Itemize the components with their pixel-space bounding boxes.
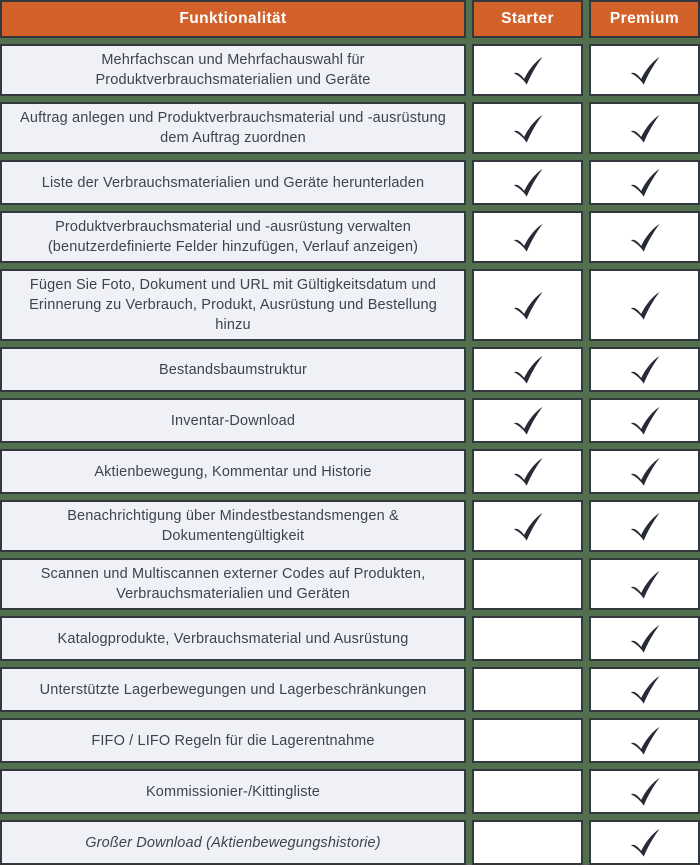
feature-label: Aktienbewegung, Kommentar und Historie <box>94 463 372 480</box>
feature-label: Inventar-Download <box>170 412 296 429</box>
check-icon <box>628 674 662 705</box>
check-icon <box>628 569 662 600</box>
check-icon <box>511 511 545 542</box>
column-header-starter: Starter <box>472 0 583 38</box>
premium-cell <box>589 718 700 763</box>
check-icon <box>628 623 662 654</box>
table-row <box>0 398 700 443</box>
feature-label: Großer Download (Aktienbewegungshistorie) <box>85 834 381 851</box>
check-icon <box>628 354 662 385</box>
starter-cell <box>472 398 583 443</box>
premium-cell <box>589 211 700 263</box>
feature-cell <box>0 500 466 552</box>
feature-cell <box>0 160 466 205</box>
feature-label: Liste der Verbrauchsmaterialien und Geräte herunterladen <box>41 174 425 191</box>
feature-label: Scannen und Multiscannen externer Codes auf Produkten, Verbrauchsmaterialien und Geräten <box>40 566 426 602</box>
feature-cell <box>0 718 466 763</box>
premium-cell <box>589 347 700 392</box>
column-header-funktionalitaet: Funktionalität <box>0 0 466 38</box>
table-row <box>0 44 700 96</box>
feature-cell <box>0 558 466 610</box>
feature-cell <box>0 769 466 814</box>
check-icon <box>628 776 662 807</box>
table-row <box>0 616 700 661</box>
premium-cell <box>589 269 700 341</box>
starter-cell <box>472 44 583 96</box>
premium-cell <box>589 44 700 96</box>
feature-label: Benachrichtigung über Mindestbestandsmengen & Dokumentengültigkeit <box>67 508 399 544</box>
starter-cell <box>472 347 583 392</box>
table-row <box>0 102 700 154</box>
feature-label: Kommissionier-/Kittingliste <box>145 783 321 800</box>
feature-cell <box>0 211 466 263</box>
check-icon <box>628 55 662 86</box>
table-row <box>0 347 700 392</box>
table-row <box>0 820 700 865</box>
starter-cell <box>472 449 583 494</box>
table-row <box>0 211 700 263</box>
starter-cell <box>472 160 583 205</box>
table-row <box>0 269 700 341</box>
check-icon <box>628 222 662 253</box>
starter-cell <box>472 500 583 552</box>
check-icon <box>511 113 545 144</box>
feature-label: Unterstützte Lagerbewegungen und Lagerbeschränkungen <box>39 681 427 698</box>
check-icon <box>511 456 545 487</box>
feature-cell <box>0 820 466 865</box>
premium-cell <box>589 616 700 661</box>
feature-label: Bestandsbaumstruktur <box>158 361 308 378</box>
check-icon <box>511 405 545 436</box>
table-row <box>0 558 700 610</box>
starter-cell <box>472 269 583 341</box>
premium-cell <box>589 398 700 443</box>
check-icon <box>628 113 662 144</box>
check-icon <box>628 290 662 321</box>
premium-cell <box>589 667 700 712</box>
premium-cell <box>589 558 700 610</box>
check-icon <box>511 222 545 253</box>
table-row <box>0 667 700 712</box>
feature-label: Auftrag anlegen und Produktverbrauchsmaterial und -ausrüstung dem Auftrag zuordnen <box>20 110 446 146</box>
check-icon <box>511 167 545 198</box>
check-icon <box>628 456 662 487</box>
premium-cell <box>589 500 700 552</box>
table-row <box>0 500 700 552</box>
check-icon <box>628 827 662 858</box>
table-row <box>0 718 700 763</box>
check-icon <box>511 290 545 321</box>
premium-cell <box>589 160 700 205</box>
starter-cell <box>472 102 583 154</box>
starter-cell <box>472 558 583 610</box>
check-icon <box>511 354 545 385</box>
premium-cell <box>589 102 700 154</box>
table-header-row <box>0 0 700 38</box>
column-header-premium: Premium <box>589 0 700 38</box>
feature-cell <box>0 102 466 154</box>
premium-cell <box>589 820 700 865</box>
starter-cell <box>472 769 583 814</box>
feature-label: Katalogprodukte, Verbrauchsmaterial und Ausrüstung <box>57 630 409 647</box>
starter-cell <box>472 211 583 263</box>
feature-cell <box>0 44 466 96</box>
starter-cell <box>472 667 583 712</box>
table-row <box>0 769 700 814</box>
check-icon <box>628 511 662 542</box>
table-row <box>0 449 700 494</box>
starter-cell <box>472 718 583 763</box>
premium-cell <box>589 449 700 494</box>
check-icon <box>628 725 662 756</box>
table-row <box>0 160 700 205</box>
feature-label: Fügen Sie Foto, Dokument und URL mit Gültigkeitsdatum und Erinnerung zu Verbrauch, Produkt, Ausrüstung und Bestellung hinzu <box>29 277 437 333</box>
premium-cell <box>589 769 700 814</box>
feature-label: Produktverbrauchsmaterial und -ausrüstung verwalten (benutzerdefinierte Felder hinzufügen, Verlauf anzeigen) <box>47 219 419 255</box>
feature-label: FIFO / LIFO Regeln für die Lagerentnahme <box>91 732 375 749</box>
feature-cell <box>0 398 466 443</box>
feature-cell <box>0 449 466 494</box>
check-icon <box>628 167 662 198</box>
starter-cell <box>472 616 583 661</box>
check-icon <box>628 405 662 436</box>
feature-cell <box>0 347 466 392</box>
feature-cell <box>0 616 466 661</box>
feature-cell <box>0 667 466 712</box>
starter-cell <box>472 820 583 865</box>
feature-cell <box>0 269 466 341</box>
feature-label: Mehrfachscan und Mehrfachauswahl für Produktverbrauchsmaterialien und Geräte <box>95 52 371 88</box>
check-icon <box>511 55 545 86</box>
